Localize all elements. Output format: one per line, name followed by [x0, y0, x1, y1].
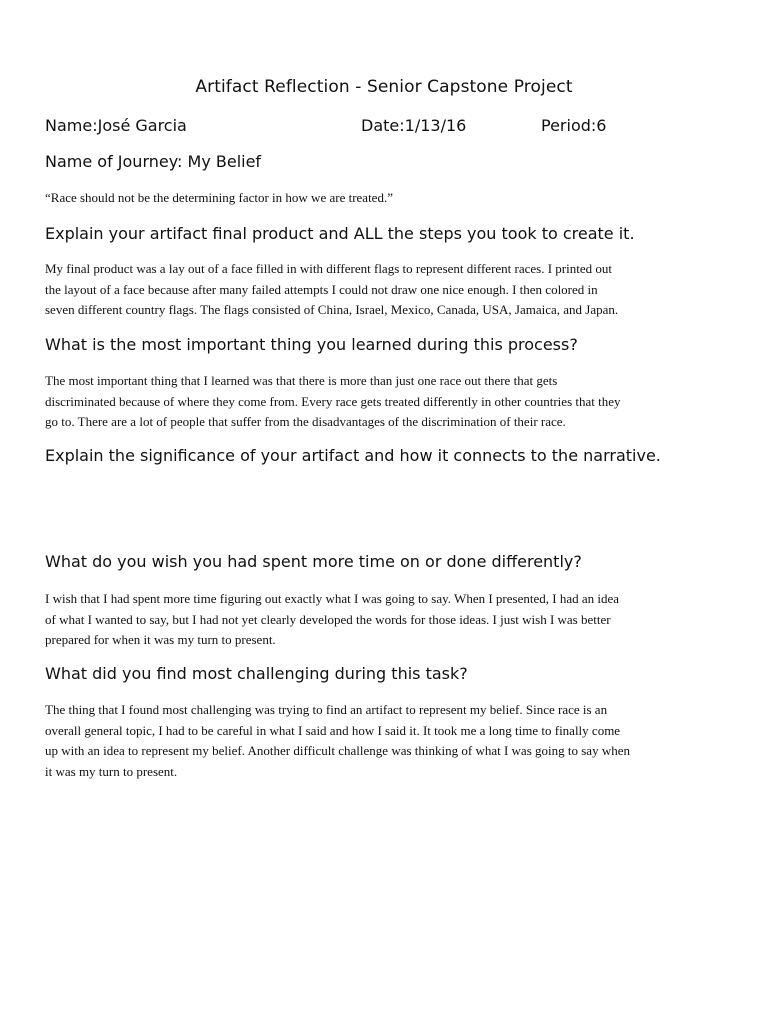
answer-line: of what I wanted to say, but I had not yet clearly developed the words for those ideas. I just wish I was better [45, 611, 611, 627]
question-3-heading: Explain the significance of your artifact and how it connects to the narrative. [45, 446, 661, 465]
document-title: Artifact Reflection - Senior Capstone Project [195, 77, 573, 97]
answer-line: My final product was a lay out of a face filled in with different flags to represent different races. I printed out [45, 261, 612, 276]
date-field: Date:1/13/16 [361, 116, 467, 135]
answer-5-paragraph [45, 700, 735, 782]
answer-line: it was my turn to present. [45, 763, 178, 779]
answer-line: overall general topic, I had to be careful in what I said and how I said it. It took me a long time to finally come [45, 722, 621, 738]
student-name: Name:José Garcia [45, 116, 187, 135]
question-5-heading: What did you find most challenging during this task? [45, 664, 468, 683]
answer-line: discriminated because of where they come from. Every race gets treated differently in other countries that they [45, 393, 621, 409]
period-field: Period:6 [541, 116, 607, 135]
answer-line: the layout of a face because after many failed attempts I could not draw one nice enough. I then colored in [45, 281, 598, 297]
question-1-heading: Explain your artifact final product and ALL the steps you took to create it. [45, 224, 635, 243]
answer-4-paragraph [45, 589, 735, 651]
answer-2-paragraph [45, 371, 735, 433]
answer-line: go to. There are a lot of people that suffer from the disadvantages of the discrimination of their race. [45, 414, 566, 429]
answer-line: seven different country flags. The flags consisted of China, Israel, Mexico, Canada, USA, Jamaica, and Japan. [45, 302, 619, 317]
answer-line: The most important thing that I learned was that there is more than just one race out there that gets [45, 373, 558, 388]
question-2-heading: What is the most important thing you learned during this process? [45, 335, 578, 354]
answer-line: up with an idea to represent my belief. Another difficult challenge was thinking of what I was going to say when [45, 743, 630, 758]
answer-1-paragraph [45, 259, 735, 321]
question-4-heading: What do you wish you had spent more time on or done differently? [45, 552, 582, 571]
answer-line: prepared for when it was my turn to present. [45, 632, 276, 647]
answer-line: The thing that I found most challenging was trying to find an artifact to represent my belief. Since race is an [45, 702, 608, 717]
answer-line: I wish that I had spent more time figuring out exactly what I was going to say. When I presented, I had an idea [45, 591, 620, 606]
journey-name: Name of Journey: My Belief [45, 152, 262, 171]
belief-quote: “Race should not be the determining factor in how we are treated.” [45, 190, 393, 205]
